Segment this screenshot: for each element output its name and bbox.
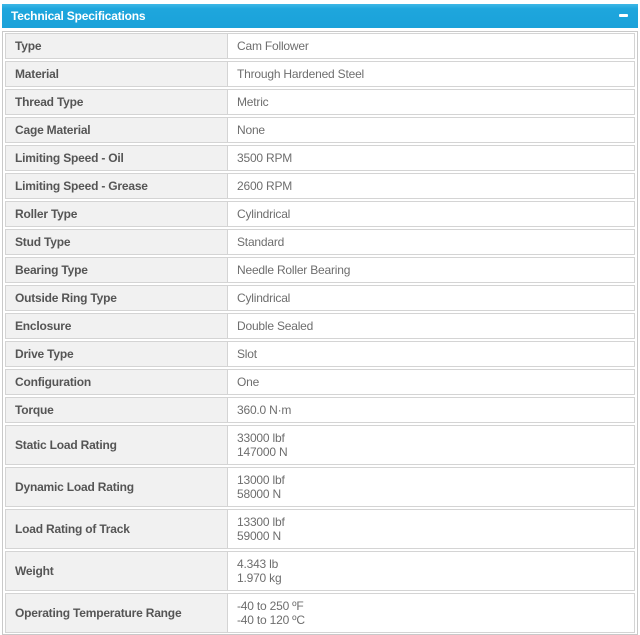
spec-value: [228, 398, 634, 422]
spec-value-line: -40 to 250 ºF: [237, 599, 304, 613]
panel-header: [2, 4, 638, 28]
table-row: [5, 201, 635, 227]
table-row: [5, 425, 635, 465]
spec-value-line: 59000 N: [237, 529, 281, 543]
spec-label: Load Rating of Track: [6, 510, 228, 548]
spec-value-line: 58000 N: [237, 487, 281, 501]
spec-value-line: Needle Roller Bearing: [237, 263, 351, 277]
minus-icon: [619, 14, 628, 17]
spec-value-line: 4.343 lb: [237, 557, 279, 571]
table-row: [5, 341, 635, 367]
collapse-button[interactable]: [612, 4, 630, 28]
table-row: [5, 397, 635, 423]
panel-title: Technical Specifications: [11, 9, 146, 23]
table-row: [5, 593, 635, 633]
spec-value-line: 13000 lbf: [237, 473, 285, 487]
spec-value-line: One: [237, 375, 260, 389]
table-row: [5, 89, 635, 115]
spec-value: [228, 426, 634, 464]
table-row: [5, 257, 635, 283]
spec-value: [228, 202, 634, 226]
spec-value-line: Cylindrical: [237, 291, 291, 305]
spec-value-line: Standard: [237, 235, 285, 249]
spec-table: [2, 31, 638, 635]
spec-value-line: None: [237, 123, 265, 137]
spec-value-line: 360.0 N·m: [237, 403, 292, 417]
spec-label: Configuration: [6, 370, 228, 394]
spec-value-line: 1.970 kg: [237, 571, 282, 585]
spec-label: Thread Type: [6, 90, 228, 114]
table-row: [5, 117, 635, 143]
spec-value: [228, 146, 634, 170]
spec-label: Cage Material: [6, 118, 228, 142]
spec-value: [228, 510, 634, 548]
table-row: [5, 509, 635, 549]
spec-label: Torque: [6, 398, 228, 422]
table-row: [5, 369, 635, 395]
table-row: [5, 61, 635, 87]
table-row: [5, 467, 635, 507]
table-row: [5, 33, 635, 59]
spec-value-line: -40 to 120 ºC: [237, 613, 305, 627]
spec-value-line: 33000 lbf: [237, 431, 285, 445]
spec-value: [228, 34, 634, 58]
spec-value: [228, 342, 634, 366]
spec-value-line: Slot: [237, 347, 257, 361]
spec-label: Drive Type: [6, 342, 228, 366]
spec-value: [228, 258, 634, 282]
spec-label: Material: [6, 62, 228, 86]
spec-value-line: Through Hardened Steel: [237, 67, 365, 81]
spec-value: [228, 230, 634, 254]
spec-value-line: Double Sealed: [237, 319, 314, 333]
spec-value: [228, 314, 634, 338]
spec-label: Stud Type: [6, 230, 228, 254]
table-row: [5, 551, 635, 591]
spec-label: Static Load Rating: [6, 426, 228, 464]
table-row: [5, 313, 635, 339]
spec-value: [228, 468, 634, 506]
spec-label: Limiting Speed - Grease: [6, 174, 228, 198]
spec-value: [228, 370, 634, 394]
spec-label: Roller Type: [6, 202, 228, 226]
spec-value: [228, 62, 634, 86]
spec-value-line: Cylindrical: [237, 207, 291, 221]
spec-label: Type: [6, 34, 228, 58]
spec-value-line: Metric: [237, 95, 269, 109]
table-row: [5, 173, 635, 199]
spec-value: [228, 286, 634, 310]
spec-label: Weight: [6, 552, 228, 590]
spec-value: [228, 90, 634, 114]
spec-label: Limiting Speed - Oil: [6, 146, 228, 170]
spec-label: Bearing Type: [6, 258, 228, 282]
table-row: [5, 229, 635, 255]
spec-value-line: 147000 N: [237, 445, 288, 459]
table-row: [5, 145, 635, 171]
spec-label: Operating Temperature Range: [6, 594, 228, 632]
spec-value: [228, 118, 634, 142]
spec-label: Enclosure: [6, 314, 228, 338]
spec-value: [228, 174, 634, 198]
spec-value-line: 13300 lbf: [237, 515, 285, 529]
spec-label: Dynamic Load Rating: [6, 468, 228, 506]
spec-label: Outside Ring Type: [6, 286, 228, 310]
spec-value-line: Cam Follower: [237, 39, 309, 53]
spec-value-line: 2600 RPM: [237, 179, 293, 193]
spec-value-line: 3500 RPM: [237, 151, 293, 165]
spec-value: [228, 552, 634, 590]
table-row: [5, 285, 635, 311]
spec-value: [228, 594, 634, 632]
